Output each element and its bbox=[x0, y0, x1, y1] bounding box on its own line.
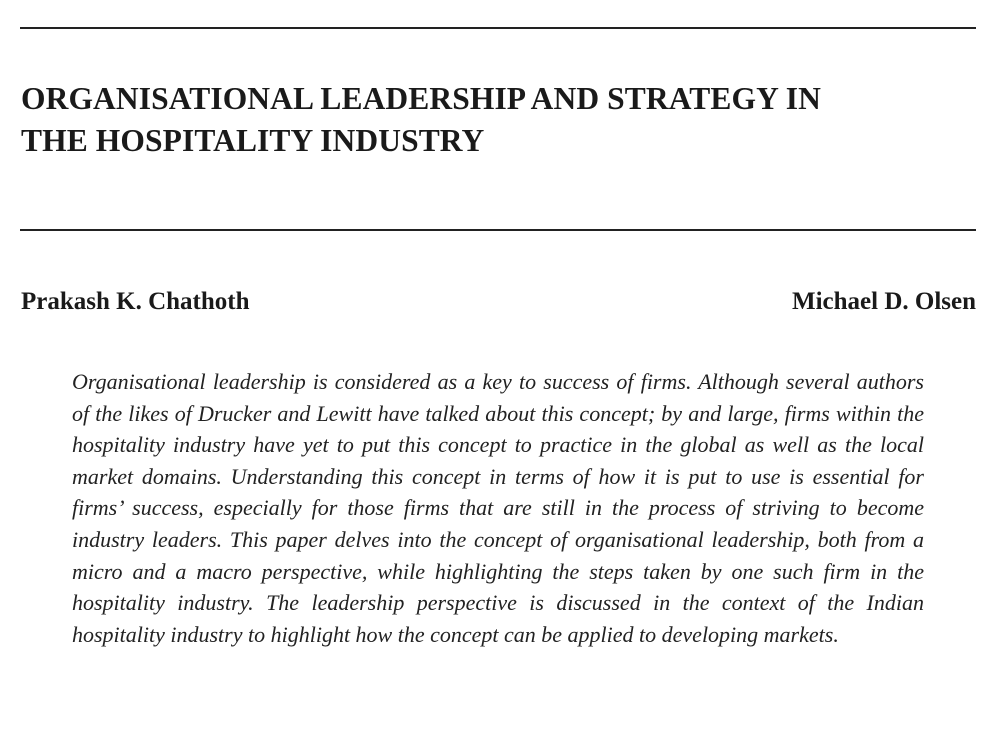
abstract-text: Organisational leadership is considered as a key to success of firms. Although several authors of the likes of Drucker and Lewitt have talked about this concept; by and large, firms within the hospitality industry have yet to put this concept to practice in the global as well as the local market domains. Understanding this concept in terms of how it is put to use is essential for firms’ success, especially for those firms that are still in the process of striving to become industry leaders. This paper delves into the concept of organisational leadership, both from a micro and a macro perspective, while highlighting the steps taken by one such firm in the hospitality industry. The leadership perspective is discussed in the context of the Indian hospitality industry to highlight how the concept can be applied to developing markets. bbox=[72, 369, 924, 647]
author-2: Michael D. Olsen bbox=[791, 288, 976, 315]
title-line-2: THE HOSPITALITY INDUSTRY bbox=[21, 123, 485, 158]
author-list bbox=[21, 285, 976, 319]
author-1: Prakash K. Chathoth bbox=[21, 288, 250, 315]
top-horizontal-rule bbox=[20, 27, 976, 29]
paper-title bbox=[21, 78, 981, 162]
bottom-horizontal-rule bbox=[20, 229, 976, 231]
title-line-1: ORGANISATIONAL LEADERSHIP AND STRATEGY IN bbox=[21, 81, 821, 116]
